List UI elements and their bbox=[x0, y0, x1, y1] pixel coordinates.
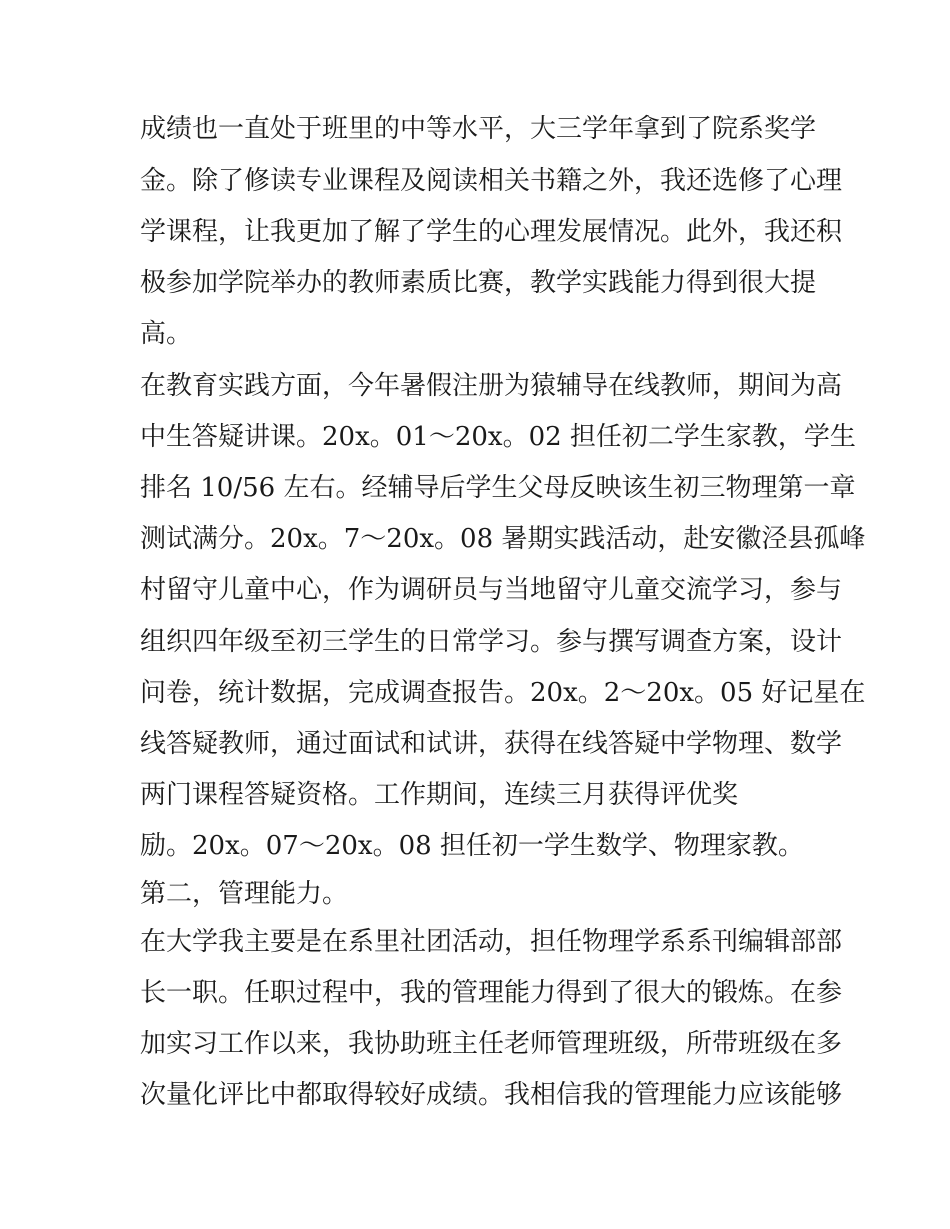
text-line: 测试满分。20x。7～20x。08 暑期实践活动，赴安徽泾县孤峰 bbox=[140, 524, 866, 554]
text-line: 励。20x。07～20x。08 担任初一学生数学、物理家教。 bbox=[140, 831, 804, 861]
text-line: 极参加学院举办的教师素质比赛，教学实践能力得到很大提 bbox=[140, 268, 817, 298]
text-line: 两门课程答疑资格。工作期间，连续三月获得评优奖 bbox=[140, 780, 739, 810]
text-line: 线答疑教师，通过面试和试讲，获得在线答疑中学物理、数学 bbox=[140, 729, 843, 759]
text-line: 高。 bbox=[140, 319, 193, 349]
text-line: 在大学我主要是在系里社团活动，担任物理学系系刊编辑部部 bbox=[140, 927, 843, 957]
text-line: 排名 10/56 左右。经辅导后学生父母反映该生初三物理第一章 bbox=[140, 473, 856, 503]
text-line: 学课程，让我更加了解了学生的心理发展情况。此外，我还积 bbox=[140, 217, 843, 247]
text-line: 村留守儿童中心，作为调研员与当地留守儿童交流学习，参与 bbox=[140, 575, 843, 605]
text-line: 次量化评比中都取得较好成绩。我相信我的管理能力应该能够 bbox=[140, 1080, 843, 1110]
text-line: 在教育实践方面，今年暑假注册为猿辅导在线教师，期间为高 bbox=[140, 371, 843, 401]
text-line: 成绩也一直处于班里的中等水平，大三学年拿到了院系奖学 bbox=[140, 114, 817, 144]
text-line: 问卷，统计数据，完成调查报告。20x。2～20x。05 好记星在 bbox=[140, 678, 866, 708]
text-line: 中生答疑讲课。20x。01～20x。02 担任初二学生家教，学生 bbox=[140, 422, 856, 452]
text-line: 组织四年级至初三学生的日常学习。参与撰写调查方案，设计 bbox=[140, 627, 843, 657]
section-heading: 第二，管理能力。 bbox=[140, 879, 349, 909]
text-line: 长一职。任职过程中，我的管理能力得到了很大的锻炼。在参 bbox=[140, 978, 843, 1008]
text-line: 金。除了修读专业课程及阅读相关书籍之外，我还选修了心理 bbox=[140, 166, 843, 196]
text-line: 加实习工作以来，我协助班主任老师管理班级，所带班级在多 bbox=[140, 1029, 843, 1059]
